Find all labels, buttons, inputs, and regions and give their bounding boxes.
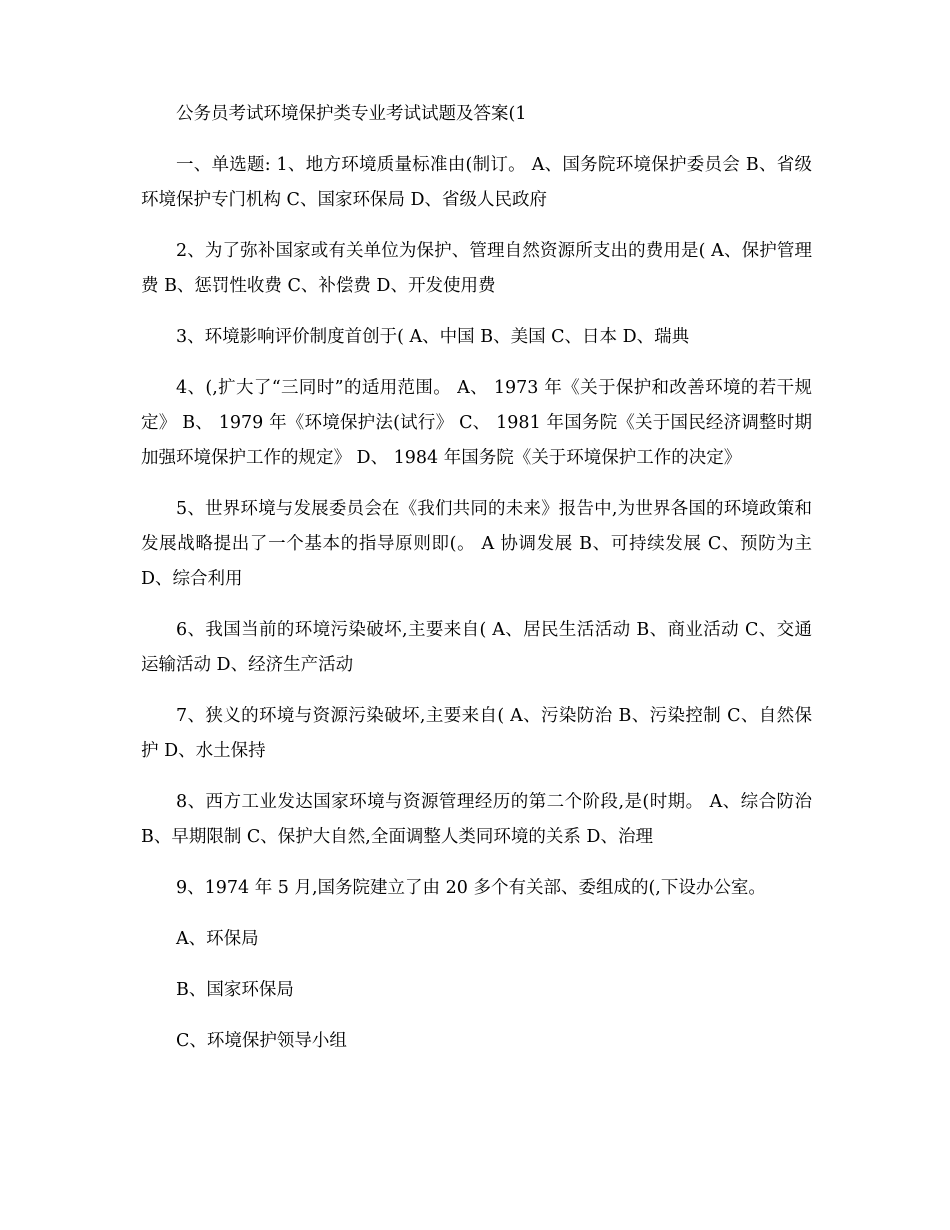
question-9: 9、1974 年 5 月,国务院建立了由 20 多个有关部、委组成的(,下设办公室。: [176, 878, 766, 898]
question-8: 8、西方工业发达国家环境与资源管理经历的第二个阶段,是(时期。 A、综合防治 B、早期限制 C、保护大自然,全面调整人类同环境的关系 D、治理: [141, 792, 812, 847]
document-title: 公务员考试环境保护类专业考试试题及答案(1: [176, 104, 527, 124]
question-2: 2、为了弥补国家或有关单位为保护、管理自然资源所支出的费用是( A、保护管理费 B、惩罚性收费 C、补偿费 D、开发使用费: [141, 241, 812, 296]
question-1: 一、单选题: 1、地方环境质量标准由(制订。 A、国务院环境保护委员会 B、省级环境保护专门机构 C、国家环保局 D、省级人民政府: [141, 155, 812, 210]
option-c: C、环境保护领导小组: [176, 1031, 347, 1051]
question-7: 7、狭义的环境与资源污染破坏,主要来自( A、污染防治 B、污染控制 C、自然保护 D、水土保持: [141, 706, 812, 761]
option-b: B、国家环保局: [176, 980, 294, 1000]
option-a: A、环保局: [176, 929, 259, 949]
question-6: 6、我国当前的环境污染破坏,主要来自( A、居民生活活动 B、商业活动 C、交通运输活动 D、经济生产活动: [141, 620, 812, 675]
question-3: 3、环境影响评价制度首创于( A、中国 B、美国 C、日本 D、瑞典: [176, 327, 690, 347]
question-4: 4、(,扩大了“三同时”的适用范围。 A、 1973 年《关于保护和改善环境的若干规定》 B、 1979 年《环境保护法(试行》 C、 1981 年国务院《关于国民经济调整时期加强环境保护工作的规定》 D、 1984 年国务院《关于环境保护工作的决定》: [141, 378, 812, 468]
question-5: 5、世界环境与发展委员会在《我们共同的未来》报告中,为世界各国的环境政策和发展战略提出了一个基本的指导原则即(。 A 协调发展 B、可持续发展 C、预防为主 D、综合利用: [141, 499, 812, 589]
